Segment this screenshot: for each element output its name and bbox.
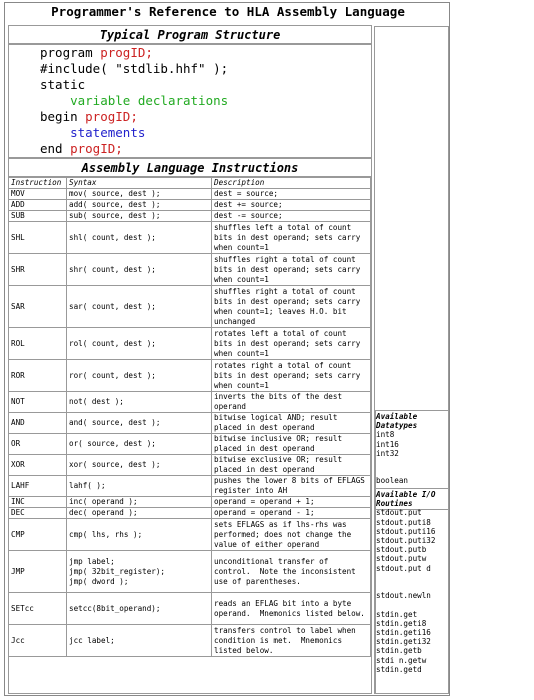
cell-desc: dest -= source; <box>212 211 371 222</box>
cell-desc: reads an EFLAG bit into a byte operand. Mnemonics listed below. <box>212 593 371 625</box>
routine-item <box>376 600 448 609</box>
instructions-table <box>8 177 371 657</box>
table-row <box>9 593 371 625</box>
table-row <box>9 189 371 200</box>
routine-item: boolean <box>376 476 409 486</box>
code-line <box>40 125 145 141</box>
table-row <box>9 551 371 593</box>
routine-item: stdin.getd <box>376 664 422 674</box>
cell-desc: bitwise exclusive OR; result placed in dest operand <box>212 455 371 476</box>
table-row <box>9 360 371 392</box>
routine-item <box>376 458 448 467</box>
code-line <box>40 141 123 157</box>
table-row <box>9 519 371 551</box>
cell-name: LAHF <box>9 476 67 497</box>
cell-name: NOT <box>9 392 67 413</box>
code-value: progID <box>85 109 131 124</box>
code-keyword <box>40 93 70 108</box>
cell-desc: rotates left a total of count bits in dest operand; sets carry when count=1 <box>212 328 371 360</box>
code-keyword: begin <box>40 109 86 124</box>
cell-desc: shuffles left a total of count bits in dest operand; sets carry when count=1 <box>212 222 371 254</box>
code-keyword: end <box>40 141 71 156</box>
cell-syntax: and( source, dest ); <box>67 413 212 434</box>
instructions-title: Assembly Language Instructions <box>8 158 372 178</box>
io-list <box>376 508 448 674</box>
code-line <box>40 109 138 125</box>
code-line <box>40 45 153 61</box>
code-line <box>40 93 228 109</box>
cell-desc: bitwise logical AND; result placed in dest operand <box>212 413 371 434</box>
datatypes-title: Available Datatypes <box>376 412 418 431</box>
cell-syntax: dec( operand ); <box>67 508 212 519</box>
cell-desc: dest += source; <box>212 200 371 211</box>
routine-item: int8 <box>376 430 395 440</box>
header-instruction: Instruction <box>9 178 67 189</box>
table-row <box>9 476 371 497</box>
routine-item: stdout.putb <box>376 545 427 555</box>
table-row <box>9 222 371 254</box>
code-value: variable declarations <box>70 93 229 108</box>
cell-name: ADD <box>9 200 67 211</box>
cell-desc: shuffles right a total of count bits in dest operand; sets carry when count=1; leaves H.O. bit unchanged <box>212 286 371 328</box>
program-structure-title: Typical Program Structure <box>8 25 372 45</box>
code-keyword <box>40 125 70 140</box>
table-header-row <box>9 178 371 189</box>
cell-desc: bitwise inclusive OR; result placed in dest operand <box>212 434 371 455</box>
io-panel <box>376 490 448 674</box>
cell-name: INC <box>9 497 67 508</box>
code-value: progID <box>70 141 116 156</box>
cell-name: ROR <box>9 360 67 392</box>
cell-name: SETcc <box>9 593 67 625</box>
cell-syntax: xor( source, dest ); <box>67 455 212 476</box>
code-end: ; <box>130 109 138 124</box>
cell-syntax: cmp( lhs, rhs ); <box>67 519 212 551</box>
routine-item: int32 <box>376 448 399 458</box>
cell-desc: pushes the lower 8 bits of EFLAGS register into AH <box>212 476 371 497</box>
table-row <box>9 508 371 519</box>
table-row <box>9 200 371 211</box>
cell-desc: transfers control to label when condition is met. Mnemonics listed below. <box>212 625 371 657</box>
routine-item: stdin.get <box>376 609 418 619</box>
cell-syntax: sar( count, dest ); <box>67 286 212 328</box>
cell-name: AND <box>9 413 67 434</box>
cell-syntax: shl( count, dest ); <box>67 222 212 254</box>
routine-item: stdin.geti8 <box>376 618 427 628</box>
cell-desc: operand = operand + 1; <box>212 497 371 508</box>
cell-desc: operand = operand - 1; <box>212 508 371 519</box>
routine-item: stdout.puti32 <box>376 536 436 546</box>
cell-syntax: shr( count, dest ); <box>67 254 212 286</box>
cell-desc: inverts the bits of the dest operand <box>212 392 371 413</box>
routine-item <box>376 467 448 476</box>
cell-syntax: or( source, dest ); <box>67 434 212 455</box>
routine-item: stdout.puti16 <box>376 526 436 536</box>
cell-syntax: lahf( ); <box>67 476 212 497</box>
code-value: progID <box>100 45 146 60</box>
cell-syntax: not( dest ); <box>67 392 212 413</box>
code-line <box>40 77 85 93</box>
cell-name: SAR <box>9 286 67 328</box>
routine-item <box>376 573 448 582</box>
table-row <box>9 328 371 360</box>
cell-syntax: sub( source, dest ); <box>67 211 212 222</box>
datatypes-list <box>376 430 448 485</box>
cell-name: SUB <box>9 211 67 222</box>
code-end: ; <box>145 45 153 60</box>
routine-item: stdout.putw <box>376 554 427 564</box>
cell-syntax: add( source, dest ); <box>67 200 212 211</box>
cell-name: SHR <box>9 254 67 286</box>
header-syntax: Syntax <box>67 178 212 189</box>
cell-name: SHL <box>9 222 67 254</box>
routine-item: stdi n.getw <box>376 655 427 665</box>
header-description: Description <box>212 178 371 189</box>
routine-item: stdin.getb <box>376 646 422 656</box>
cell-name: Jcc <box>9 625 67 657</box>
cell-syntax: ror( count, dest ); <box>67 360 212 392</box>
cell-desc: sets EFLAGS as if lhs-rhs was performed; does not change the value of either operand <box>212 519 371 551</box>
table-row <box>9 497 371 508</box>
cell-syntax: jcc label; <box>67 625 212 657</box>
routine-item <box>376 582 448 591</box>
routine-item: stdout.put d <box>376 563 431 573</box>
code-value: statements <box>70 125 146 140</box>
cell-name: XOR <box>9 455 67 476</box>
cell-syntax: jmp label; jmp( 32bit_register); jmp( dword ); <box>67 551 212 593</box>
cell-desc: rotates right a total of count bits in dest operand; sets carry when count=1 <box>212 360 371 392</box>
cell-syntax: setcc(8bit_operand); <box>67 593 212 625</box>
cell-name: JMP <box>9 551 67 593</box>
table-row <box>9 286 371 328</box>
table-row <box>9 254 371 286</box>
io-title: Available I/O Routines <box>376 490 436 509</box>
cell-name: CMP <box>9 519 67 551</box>
table-row <box>9 434 371 455</box>
routine-item: stdout.newln <box>376 591 431 601</box>
table-row <box>9 211 371 222</box>
routine-item: int16 <box>376 439 399 449</box>
routine-item: stdout.put <box>376 508 422 518</box>
code-keyword: program <box>40 45 101 60</box>
datatypes-panel <box>376 412 448 486</box>
cell-syntax: mov( source, dest ); <box>67 189 212 200</box>
table-row <box>9 625 371 657</box>
cell-syntax: inc( operand ); <box>67 497 212 508</box>
table-row <box>9 413 371 434</box>
code-end: ; <box>115 141 123 156</box>
cell-name: MOV <box>9 189 67 200</box>
cell-desc: dest = source; <box>212 189 371 200</box>
cell-desc: unconditional transfer of control. Note the inconsistent use of parentheses. <box>212 551 371 593</box>
table-row <box>9 455 371 476</box>
code-line <box>40 61 228 77</box>
cell-name: OR <box>9 434 67 455</box>
page-title: Programmer's Reference to HLA Assembly Language <box>51 4 405 19</box>
cell-name: DEC <box>9 508 67 519</box>
code-keyword: #include( "stdlib.hhf" ); <box>40 61 229 76</box>
cell-syntax: rol( count, dest ); <box>67 328 212 360</box>
table-row <box>9 392 371 413</box>
routine-item: stdin.geti32 <box>376 637 431 647</box>
code-keyword: static <box>40 77 86 92</box>
routine-item: stdin.geti16 <box>376 628 431 638</box>
cell-desc: shuffles right a total of count bits in dest operand; sets carry when count=1 <box>212 254 371 286</box>
cell-name: ROL <box>9 328 67 360</box>
routine-item: stdout.puti8 <box>376 517 431 527</box>
